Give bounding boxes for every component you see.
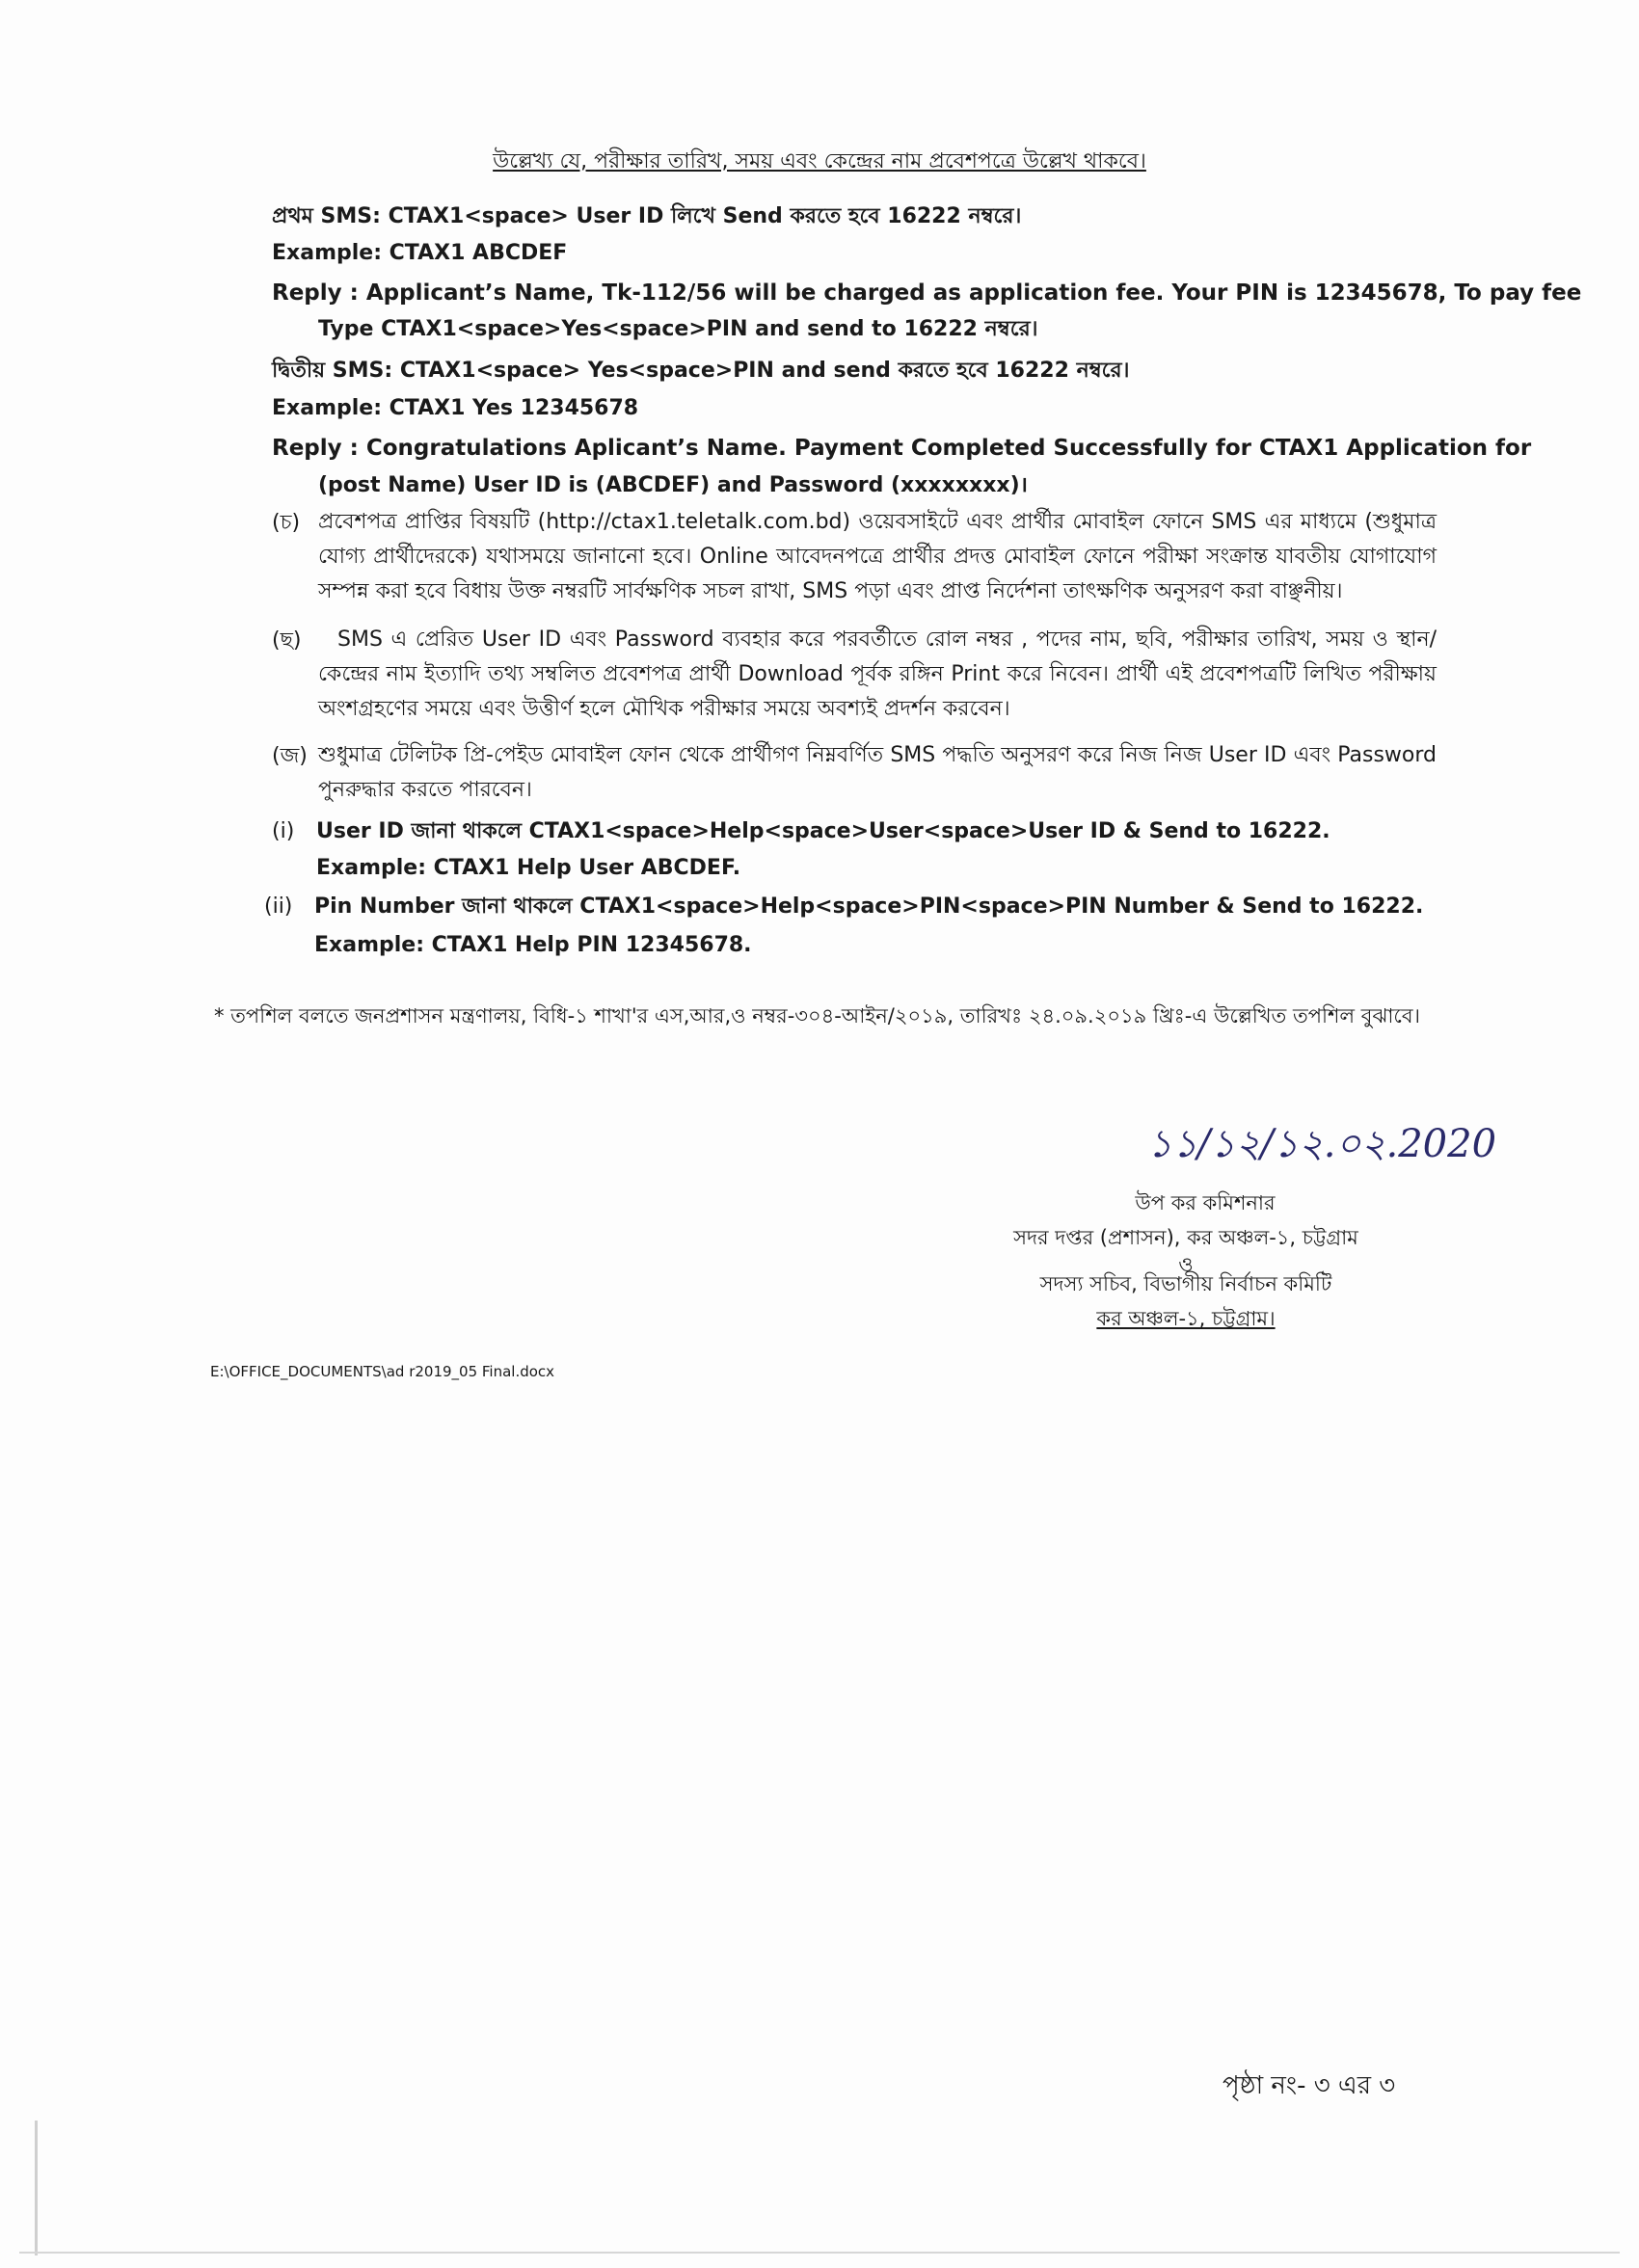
signature-zone: কর অঞ্চল-১, চট্টগ্রাম। [1096, 1307, 1276, 1330]
sub-item-line: Pin Number জানা থাকলে CTAX1<space>Help<space>PIN<space>PIN Number & Send to 16222. [314, 894, 1424, 919]
signature-conjunction: ও [1178, 1253, 1194, 1276]
sms1-reply-line-2: Type CTAX1<space>Yes<space>PIN and send to 16222 নম্বরে। [318, 317, 1038, 341]
sub-item-example: Example: CTAX1 Help User ABCDEF. [316, 856, 741, 880]
sms1-example: Example: CTAX1 ABCDEF [272, 241, 568, 265]
scan-edge-mark [35, 2121, 38, 2255]
page-number: পৃষ্ঠা নং- ৩ এর ৩ [1223, 2071, 1396, 2100]
sub-item-marker: (ii) [264, 894, 293, 919]
signature-designation: উপ কর কমিশনার [1135, 1191, 1276, 1214]
signature-office: সদর দপ্তর (প্রশাসন), কর অঞ্চল-১, চট্টগ্রাম [1013, 1226, 1358, 1249]
item-marker: (ছ) [272, 628, 302, 653]
sub-item-marker: (i) [272, 819, 295, 843]
item-marker: (চ) [272, 511, 301, 535]
sub-item-line: User ID জানা থাকলে CTAX1<space>Help<space>User<space>User ID & Send to 16222. [316, 819, 1330, 843]
file-path: E:\OFFICE_DOCUMENTS\ad r2019_05 Final.docx [210, 1363, 555, 1380]
item-text: SMS এ প্রেরিত User ID এবং Password ব্যবহার করে পরবর্তীতে রোল নম্বর , পদের নাম, ছবি, পরীক্ষার তারিখ, সময় ও স্থান/কেন্দ্রের নাম ইত্যাদি তথ্য সম্বলিত প্রবেশপত্র প্রার্থী Download পূর্বক রঙ্গিন Print করে নিবেন। প্রার্থী এই প্রবেশপত্রটি লিখিত পরীক্ষায় অংশগ্রহণের সময়ে এবং উত্তীর্ণ হলে মৌখিক পরীক্ষার সময়ে অবশ্যই প্রদর্শন করবেন। [318, 627, 1437, 721]
scan-bottom-edge [19, 2252, 1620, 2254]
sms2-reply-line-2: (post Name) User ID is (ABCDEF) and Password (xxxxxxxx)। [318, 473, 1028, 497]
sub-item-example: Example: CTAX1 Help PIN 12345678. [314, 933, 752, 957]
sms1-reply-line-1: Reply : Applicant’s Name, Tk-112/56 will be charged as application fee. Your PIN is 12345678, To pay fee [272, 280, 1582, 306]
handwritten-signature: ১১/১২/১২.০২.2020 [1147, 1122, 1497, 1166]
sms1-line: প্রথম SMS: CTAX1<space> User ID লিখে Send করতে হবে 16222 নম্বরে। [272, 204, 1022, 228]
item-text: শুধুমাত্র টেলিটক প্রি-পেইড মোবাইল ফোন থেকে প্রার্থীগণ নিম্নবর্ণিত SMS পদ্ধতি অনুসরণ করে নিজ নিজ User ID এবং Password পুনরুদ্ধার করতে পারবেন। [318, 743, 1437, 802]
footnote: * তপশিল বলতে জনপ্রশাসন মন্ত্রণালয়, বিধি-১ শাখা'র এস,আর,ও নম্বর-৩০৪-আইন/২০১৯, তারিখঃ ২৪.০৯.২০১৯ খ্রিঃ-এ উল্লেখিত তপশিল বুঝাবে। [214, 1004, 1421, 1027]
sms2-example: Example: CTAX1 Yes 12345678 [272, 396, 639, 420]
sms2-line: দ্বিতীয় SMS: CTAX1<space> Yes<space>PIN and send করতে হবে 16222 নম্বরে। [272, 359, 1130, 383]
item-text: প্রবেশপত্র প্রাপ্তির বিষয়টি (http://ctax1.teletalk.com.bd) ওয়েবসাইটে এবং প্রার্থীর মোবাইল ফোনে SMS এর মাধ্যমে (শুধুমাত্র যোগ্য প্রার্থীদেরকে) যথাসময়ে জানানো হবে। Online আবেদনপত্রে প্রার্থীর প্রদত্ত মোবাইল ফোনে পরীক্ষা সংক্রান্ত যাবতীয় যোগাযোগ সম্পন্ন করা হবে বিধায় উক্ত নম্বরটি সার্বক্ষণিক সচল রাখা, SMS পড়া এবং প্রাপ্ত নির্দেশনা তাৎক্ষণিক অনুসরণ করা বাঞ্ছনীয়। [318, 510, 1437, 603]
signature-role: সদস্য সচিব, বিভাগীয় নির্বাচন কমিটি [1039, 1272, 1332, 1295]
page-title: উল্লেখ্য যে, পরীক্ষার তারিখ, সময় এবং কেন্দ্রের নাম প্রবেশপত্রে উল্লেখ থাকবে। [493, 149, 1146, 173]
sms2-reply-line-1: Reply : Congratulations Aplicant’s Name. Payment Completed Successfully for CTAX1 Application for [272, 436, 1532, 461]
item-marker: (জ) [272, 744, 308, 768]
